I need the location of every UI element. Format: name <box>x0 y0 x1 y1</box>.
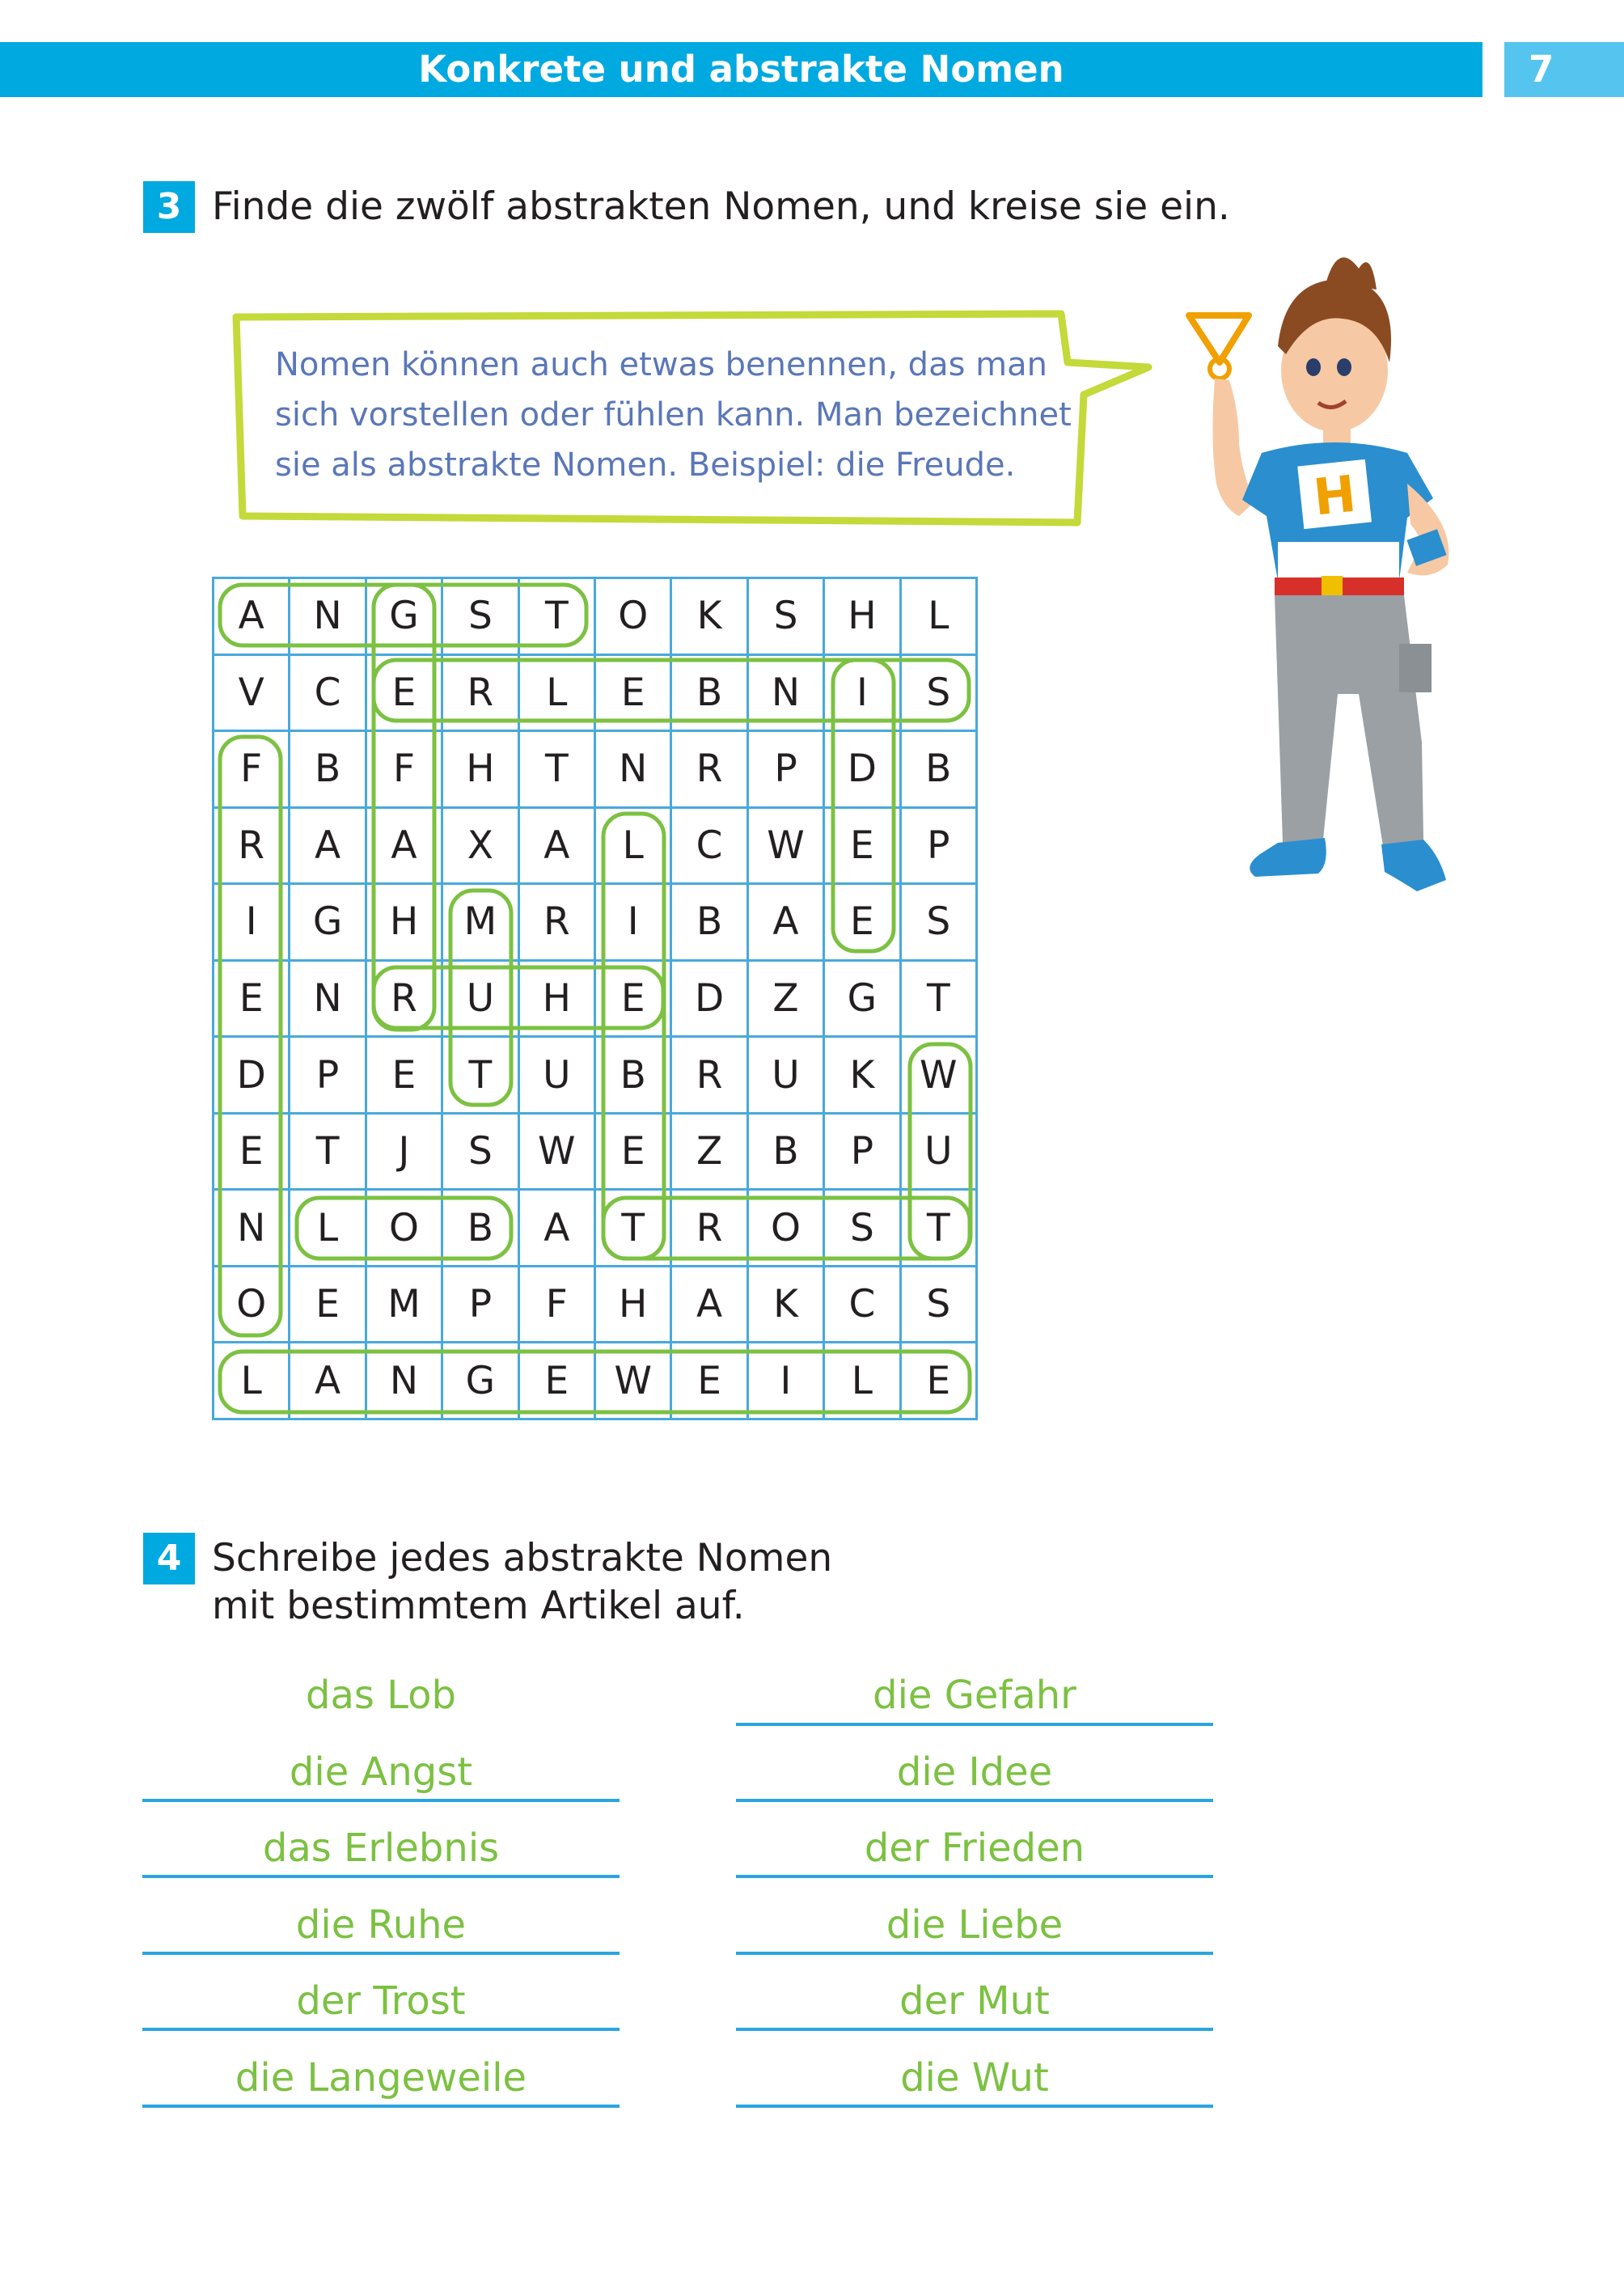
grid-cell[interactable]: R <box>672 1038 748 1115</box>
grid-cell[interactable]: U <box>902 1115 978 1191</box>
grid-cell[interactable]: A <box>749 885 825 962</box>
grid-cell[interactable]: X <box>443 809 519 886</box>
answer-left-4[interactable]: die Ruhe <box>295 1902 467 1948</box>
answer-right-3[interactable]: der Frieden <box>864 1826 1085 1871</box>
grid-cell[interactable]: G <box>290 885 366 962</box>
grid-cell[interactable]: V <box>214 656 290 733</box>
grid-cell[interactable]: B <box>290 732 366 809</box>
answer-left-2[interactable]: die Angst <box>289 1749 473 1795</box>
grid-cell[interactable]: N <box>290 962 366 1039</box>
answer-line <box>736 1799 1213 1802</box>
grid-cell[interactable]: G <box>825 962 901 1039</box>
grid-cell[interactable]: S <box>443 579 519 656</box>
grid-cell[interactable]: O <box>749 1191 825 1267</box>
answer-line <box>142 1952 620 1955</box>
grid-cell[interactable]: A <box>367 809 443 886</box>
grid-cell[interactable]: W <box>902 1038 978 1115</box>
grid-cell[interactable]: P <box>290 1038 366 1115</box>
grid-cell[interactable]: S <box>902 1267 978 1344</box>
grid-cell[interactable]: A <box>290 1343 366 1420</box>
grid-cell[interactable]: R <box>367 962 443 1039</box>
page-number: 7 <box>1504 42 1624 97</box>
grid-cell[interactable]: D <box>214 1038 290 1115</box>
grid-cell[interactable]: F <box>367 732 443 809</box>
grid-cell[interactable]: J <box>367 1115 443 1191</box>
grid-cell[interactable]: T <box>902 1191 978 1267</box>
grid-cell[interactable]: E <box>290 1267 366 1344</box>
answer-line <box>142 1875 620 1878</box>
grid-cell[interactable]: E <box>596 1115 672 1191</box>
grid-cell[interactable]: C <box>290 656 366 733</box>
grid-cell[interactable]: U <box>749 1038 825 1115</box>
grid-cell[interactable]: O <box>596 579 672 656</box>
grid-cell[interactable]: L <box>596 809 672 886</box>
grid-cell[interactable]: A <box>520 809 596 886</box>
grid-cell[interactable]: B <box>596 1038 672 1115</box>
grid-cell[interactable]: S <box>749 579 825 656</box>
grid-cell[interactable]: E <box>520 1343 596 1420</box>
grid-cell[interactable]: S <box>825 1191 901 1267</box>
word-search-grid <box>212 577 978 1420</box>
answer-left-1[interactable]: das Lob <box>306 1673 456 1718</box>
grid-cell[interactable]: W <box>749 809 825 886</box>
grid-cell[interactable]: R <box>443 656 519 733</box>
grid-cell[interactable]: T <box>520 732 596 809</box>
answer-right-2[interactable]: die Idee <box>896 1749 1053 1795</box>
grid-cell[interactable]: L <box>290 1191 366 1267</box>
grid-cell[interactable]: B <box>672 885 748 962</box>
grid-cell[interactable]: F <box>214 732 290 809</box>
grid-cell[interactable]: C <box>672 809 748 886</box>
grid-cell[interactable]: S <box>443 1115 519 1191</box>
grid-cell[interactable]: D <box>672 962 748 1039</box>
grid-cell[interactable]: B <box>672 656 748 733</box>
grid-cell[interactable]: K <box>825 1038 901 1115</box>
grid-cell[interactable]: T <box>443 1038 519 1115</box>
grid-cell[interactable]: G <box>443 1343 519 1420</box>
grid-cell[interactable]: P <box>443 1267 519 1344</box>
grid-cell[interactable]: Z <box>672 1115 748 1191</box>
answer-line <box>736 2105 1213 2108</box>
grid-cell[interactable]: E <box>672 1343 748 1420</box>
grid-cell[interactable]: N <box>367 1343 443 1420</box>
grid-cell[interactable]: I <box>214 885 290 962</box>
grid-cell[interactable]: P <box>902 809 978 886</box>
grid-cell[interactable]: E <box>367 1038 443 1115</box>
page-title: Konkrete und abstrakte Nomen <box>0 42 1482 97</box>
grid-cell[interactable]: I <box>825 656 901 733</box>
grid-cell[interactable]: N <box>749 656 825 733</box>
bubble-line: Nomen können auch etwas benennen, das man <box>275 346 1047 383</box>
grid-cell[interactable]: E <box>825 885 901 962</box>
bubble-line: sie als abstrakte Nomen. Beispiel: die Freude. <box>275 446 1016 484</box>
exercise-3-instruction: Finde die zwölf abstrakten Nomen, und kreise sie ein. <box>212 184 1230 229</box>
grid-cell[interactable]: E <box>596 656 672 733</box>
grid-cell[interactable]: T <box>290 1115 366 1191</box>
grid-cell[interactable]: S <box>902 885 978 962</box>
answer-line <box>142 2028 620 2031</box>
grid-cell[interactable]: S <box>902 656 978 733</box>
grid-cell[interactable]: R <box>672 732 748 809</box>
grid-cell[interactable]: L <box>902 579 978 656</box>
bubble-line: sich vorstellen oder fühlen kann. Man bezeichnet <box>275 396 1072 434</box>
svg-text:H: H <box>1310 463 1359 527</box>
grid-cell[interactable]: K <box>672 579 748 656</box>
grid-cell[interactable]: Z <box>749 962 825 1039</box>
grid-cell[interactable]: I <box>749 1343 825 1420</box>
grid-cell[interactable]: N <box>214 1191 290 1267</box>
answer-right-1[interactable]: die Gefahr <box>873 1673 1076 1718</box>
grid-cell[interactable]: B <box>902 732 978 809</box>
speech-bubble-text <box>275 340 1072 490</box>
grid-cell[interactable]: B <box>443 1191 519 1267</box>
instruction-line: mit bestimmtem Artikel auf. <box>212 1584 745 1628</box>
grid-cell[interactable]: H <box>825 579 901 656</box>
boy-character-illustration <box>1165 241 1480 904</box>
grid-cell[interactable]: C <box>825 1267 901 1344</box>
grid-cell[interactable]: A <box>290 809 366 886</box>
grid-cell[interactable]: A <box>214 579 290 656</box>
answer-line <box>142 1799 620 1802</box>
grid-cell[interactable]: O <box>367 1191 443 1267</box>
grid-cell[interactable]: E <box>825 809 901 886</box>
grid-cell[interactable]: H <box>520 962 596 1039</box>
answer-right-5[interactable]: der Mut <box>899 1978 1050 2024</box>
grid-cell[interactable]: T <box>520 579 596 656</box>
grid-cell[interactable]: A <box>520 1191 596 1267</box>
grid-cell[interactable]: H <box>367 885 443 962</box>
grid-cell[interactable]: L <box>825 1343 901 1420</box>
grid-cell[interactable]: A <box>672 1267 748 1344</box>
grid-cell[interactable]: H <box>443 732 519 809</box>
answer-left-5[interactable]: der Trost <box>296 1978 466 2024</box>
answer-right-6[interactable]: die Wut <box>900 2055 1049 2101</box>
grid-cell[interactable]: N <box>290 579 366 656</box>
instruction-line: Schreibe jedes abstrakte Nomen <box>212 1536 833 1580</box>
grid-cell[interactable]: T <box>596 1191 672 1267</box>
grid-cell[interactable]: P <box>749 732 825 809</box>
grid-cell[interactable]: E <box>214 1115 290 1191</box>
answer-line <box>736 1875 1213 1878</box>
answer-line <box>736 1723 1213 1726</box>
grid-cell[interactable]: B <box>749 1115 825 1191</box>
grid-cell[interactable]: K <box>749 1267 825 1344</box>
grid-cell[interactable]: G <box>367 579 443 656</box>
answer-line <box>736 1952 1213 1955</box>
exercise-4-number: 4 <box>143 1533 195 1584</box>
answer-left-6[interactable]: die Langeweile <box>235 2055 527 2101</box>
grid-cell[interactable]: M <box>443 885 519 962</box>
answer-line <box>142 2105 620 2108</box>
grid-cell[interactable]: W <box>596 1343 672 1420</box>
grid-cell[interactable]: F <box>520 1267 596 1344</box>
grid-cell[interactable]: P <box>825 1115 901 1191</box>
answer-left-3[interactable]: das Erlebnis <box>262 1826 500 1871</box>
grid-cell[interactable]: R <box>214 809 290 886</box>
grid-cell[interactable]: R <box>672 1191 748 1267</box>
grid-cell[interactable]: D <box>825 732 901 809</box>
grid-cell[interactable]: U <box>443 962 519 1039</box>
grid-cell[interactable]: I <box>596 885 672 962</box>
grid-cell[interactable]: T <box>902 962 978 1039</box>
grid-cell[interactable]: E <box>214 962 290 1039</box>
grid-cell[interactable]: R <box>520 885 596 962</box>
grid-cell[interactable]: U <box>520 1038 596 1115</box>
grid-cell[interactable]: L <box>214 1343 290 1420</box>
grid-cell[interactable]: E <box>367 656 443 733</box>
grid-cell[interactable]: H <box>596 1267 672 1344</box>
grid-cell[interactable]: O <box>214 1267 290 1344</box>
answer-right-4[interactable]: die Liebe <box>886 1902 1064 1948</box>
grid-cell[interactable]: E <box>902 1343 978 1420</box>
answer-line <box>736 2028 1213 2031</box>
grid-cell[interactable]: N <box>596 732 672 809</box>
exercise-4-instruction <box>212 1534 832 1630</box>
grid-cell[interactable]: W <box>520 1115 596 1191</box>
exercise-3-number: 3 <box>143 181 195 233</box>
grid-cell[interactable]: E <box>596 962 672 1039</box>
grid-cell[interactable]: M <box>367 1267 443 1344</box>
grid-cell[interactable]: L <box>520 656 596 733</box>
